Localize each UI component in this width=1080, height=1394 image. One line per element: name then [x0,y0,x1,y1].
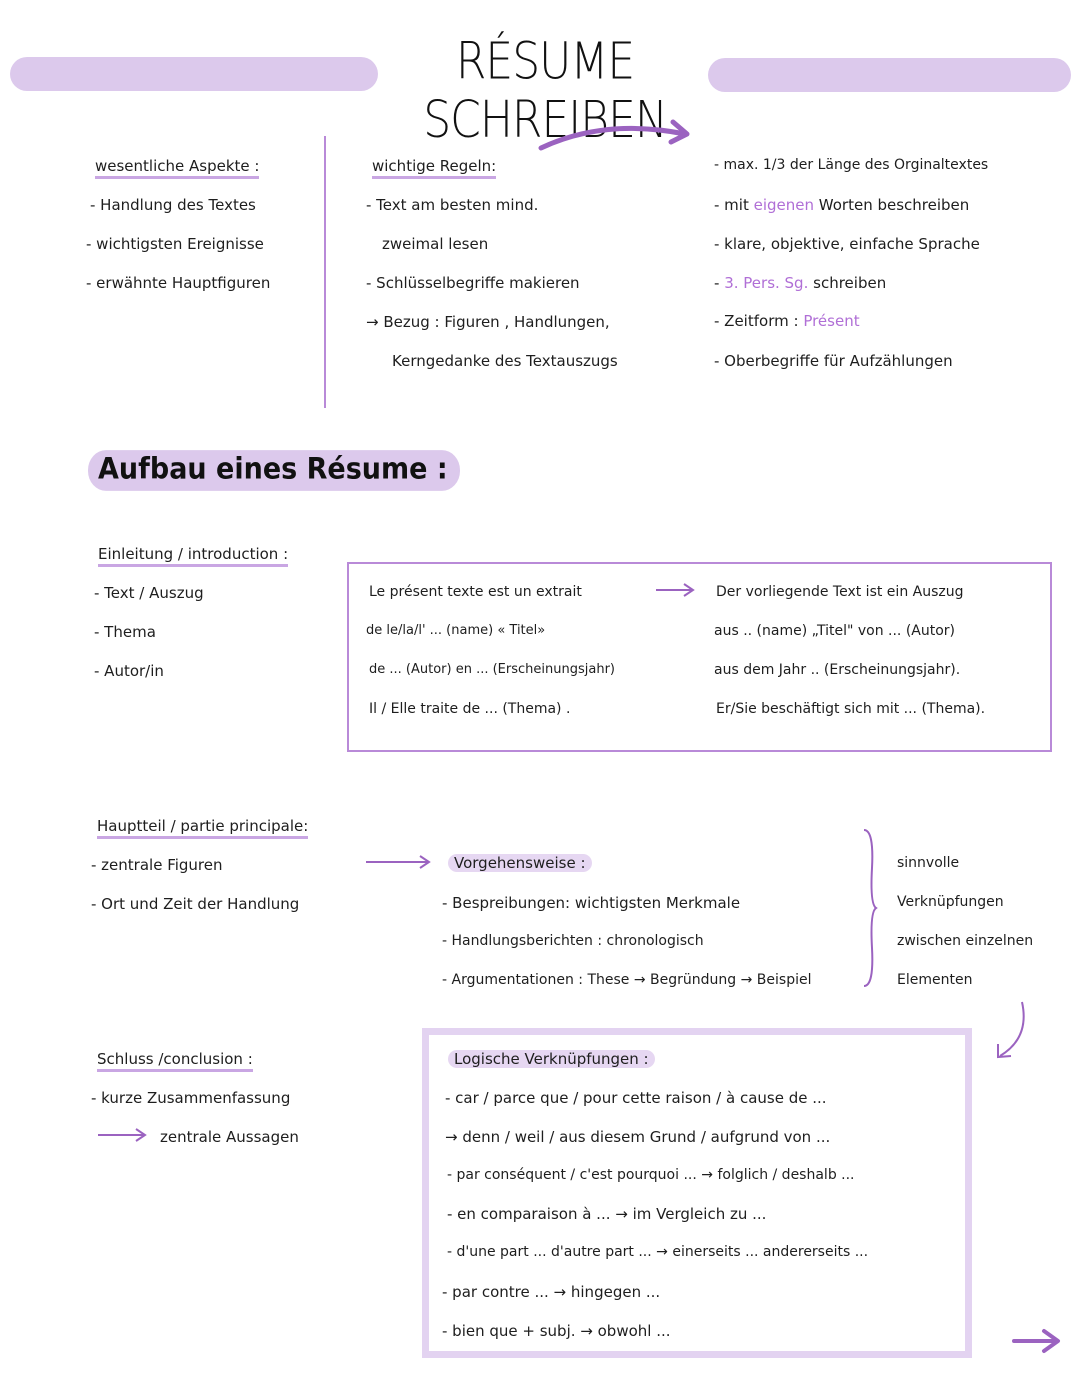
aspect-item: - Handlung des Textes [90,196,256,214]
rule-line: Kerngedanke des Textauszugs [392,352,618,370]
note-line: sinnvolle [897,855,960,871]
aspect-item: - erwähnte Hauptfiguren [86,274,271,292]
rule2-line: - Oberbegriffe für Aufzählungen [714,352,953,370]
intro-fr-line: Il / Elle traite de ... (Thema) . [369,701,571,717]
section-title: Aufbau eines Résume : [88,450,460,491]
main-item: - zentrale Figuren [91,856,223,874]
intro-item: - Text / Auszug [94,584,204,602]
header-right-bar [708,58,1071,92]
rules-heading: wichtige Regeln: [372,157,496,175]
intro-item: - Thema [94,623,156,641]
rule2-line: - max. 1/3 der Länge des Orginaltextes [714,157,989,173]
arrow-right-icon [96,1128,150,1142]
connector-line: - bien que + subj. → obwohl ... [442,1322,671,1340]
intro-de-line: Er/Sie beschäftigt sich mit ... (Thema). [716,701,986,717]
note-line: zwischen einzelnen [897,933,1034,949]
connector-line: - car / parce que / pour cette raison / à cause de ... [445,1089,827,1107]
connectors-heading: Logische Verknüpfungen : [448,1050,655,1068]
aspect-item: - wichtigsten Ereignisse [86,235,264,253]
header-left-bar [10,57,378,91]
connector-line: → denn / weil / aus diesem Grund / aufgrund von ... [445,1128,831,1146]
rule-line: - Schlüsselbegriffe makieren [366,274,580,292]
curved-arrow-icon [990,1000,1035,1062]
arrow-right-icon: → [366,313,379,331]
approach-item: - Bespreibungen: wichtigsten Merkmale [442,894,741,912]
approach-item: - Argumentationen : These → Begründung → Beispiel [442,972,812,988]
conclusion-heading: Schluss /conclusion : [97,1050,253,1068]
intro-fr-line: de le/la/l' ... (name) « Titel» [366,623,546,638]
connector-line: - d'une part ... d'autre part ... → einerseits ... andererseits ... [447,1244,869,1260]
next-page-arrow-icon[interactable] [1012,1328,1062,1354]
rule2-line: - Zeitform : Présent [714,312,860,330]
rule-line: → Bezug : Figuren , Handlungen, [366,313,610,331]
connectors-box [422,1028,972,1358]
approach-item: - Handlungsberichten : chronologisch [442,933,704,949]
connector-line: - par conséquent / c'est pourquoi ... → folglich / deshalb ... [447,1167,855,1183]
main-item: - Ort und Zeit der Handlung [91,895,300,913]
rule2-line: - mit eigenen Worten beschreiben [714,196,970,214]
intro-fr-line: de ... (Autor) en ... (Erscheinungsjahr) [369,662,615,677]
conclusion-item: - kurze Zusammenfassung [91,1089,291,1107]
intro-de-line: aus dem Jahr .. (Erscheinungsjahr). [714,662,961,678]
connector-line: - par contre ... → hingegen ... [442,1283,661,1301]
connector-line: - en comparaison à ... → im Vergleich zu ... [447,1205,767,1223]
intro-heading: Einleitung / introduction : [98,545,288,563]
rule2-line: - 3. Pers. Sg. schreiben [714,274,887,292]
intro-item: - Autor/in [94,662,164,680]
page-title: RÉSUME SCHREIBEN [423,32,667,150]
curved-arrow-icon [535,120,695,160]
rule-line: zweimal lesen [382,235,489,253]
arrow-right-icon [364,855,434,869]
intro-de-line: Der vorliegende Text ist ein Auszug [716,584,964,600]
note-line: Verknüpfungen [897,894,1004,910]
rule-line: - Text am besten mind. [366,196,539,214]
rule2-line: - klare, objektive, einfache Sprache [714,235,980,253]
intro-de-line: aus .. (name) „Titel" von ... (Autor) [714,623,956,639]
aspects-heading: wesentliche Aspekte : [95,157,259,175]
note-line: Elementen [897,972,973,988]
conclusion-item: zentrale Aussagen [160,1128,299,1146]
curly-brace-icon [860,828,880,990]
approach-heading: Vorgehensweise : [448,854,592,872]
arrow-right-icon [654,583,696,597]
column-divider [324,136,326,408]
main-heading: Hauptteil / partie principale: [97,817,308,835]
intro-fr-line: Le présent texte est un extrait [369,584,582,600]
